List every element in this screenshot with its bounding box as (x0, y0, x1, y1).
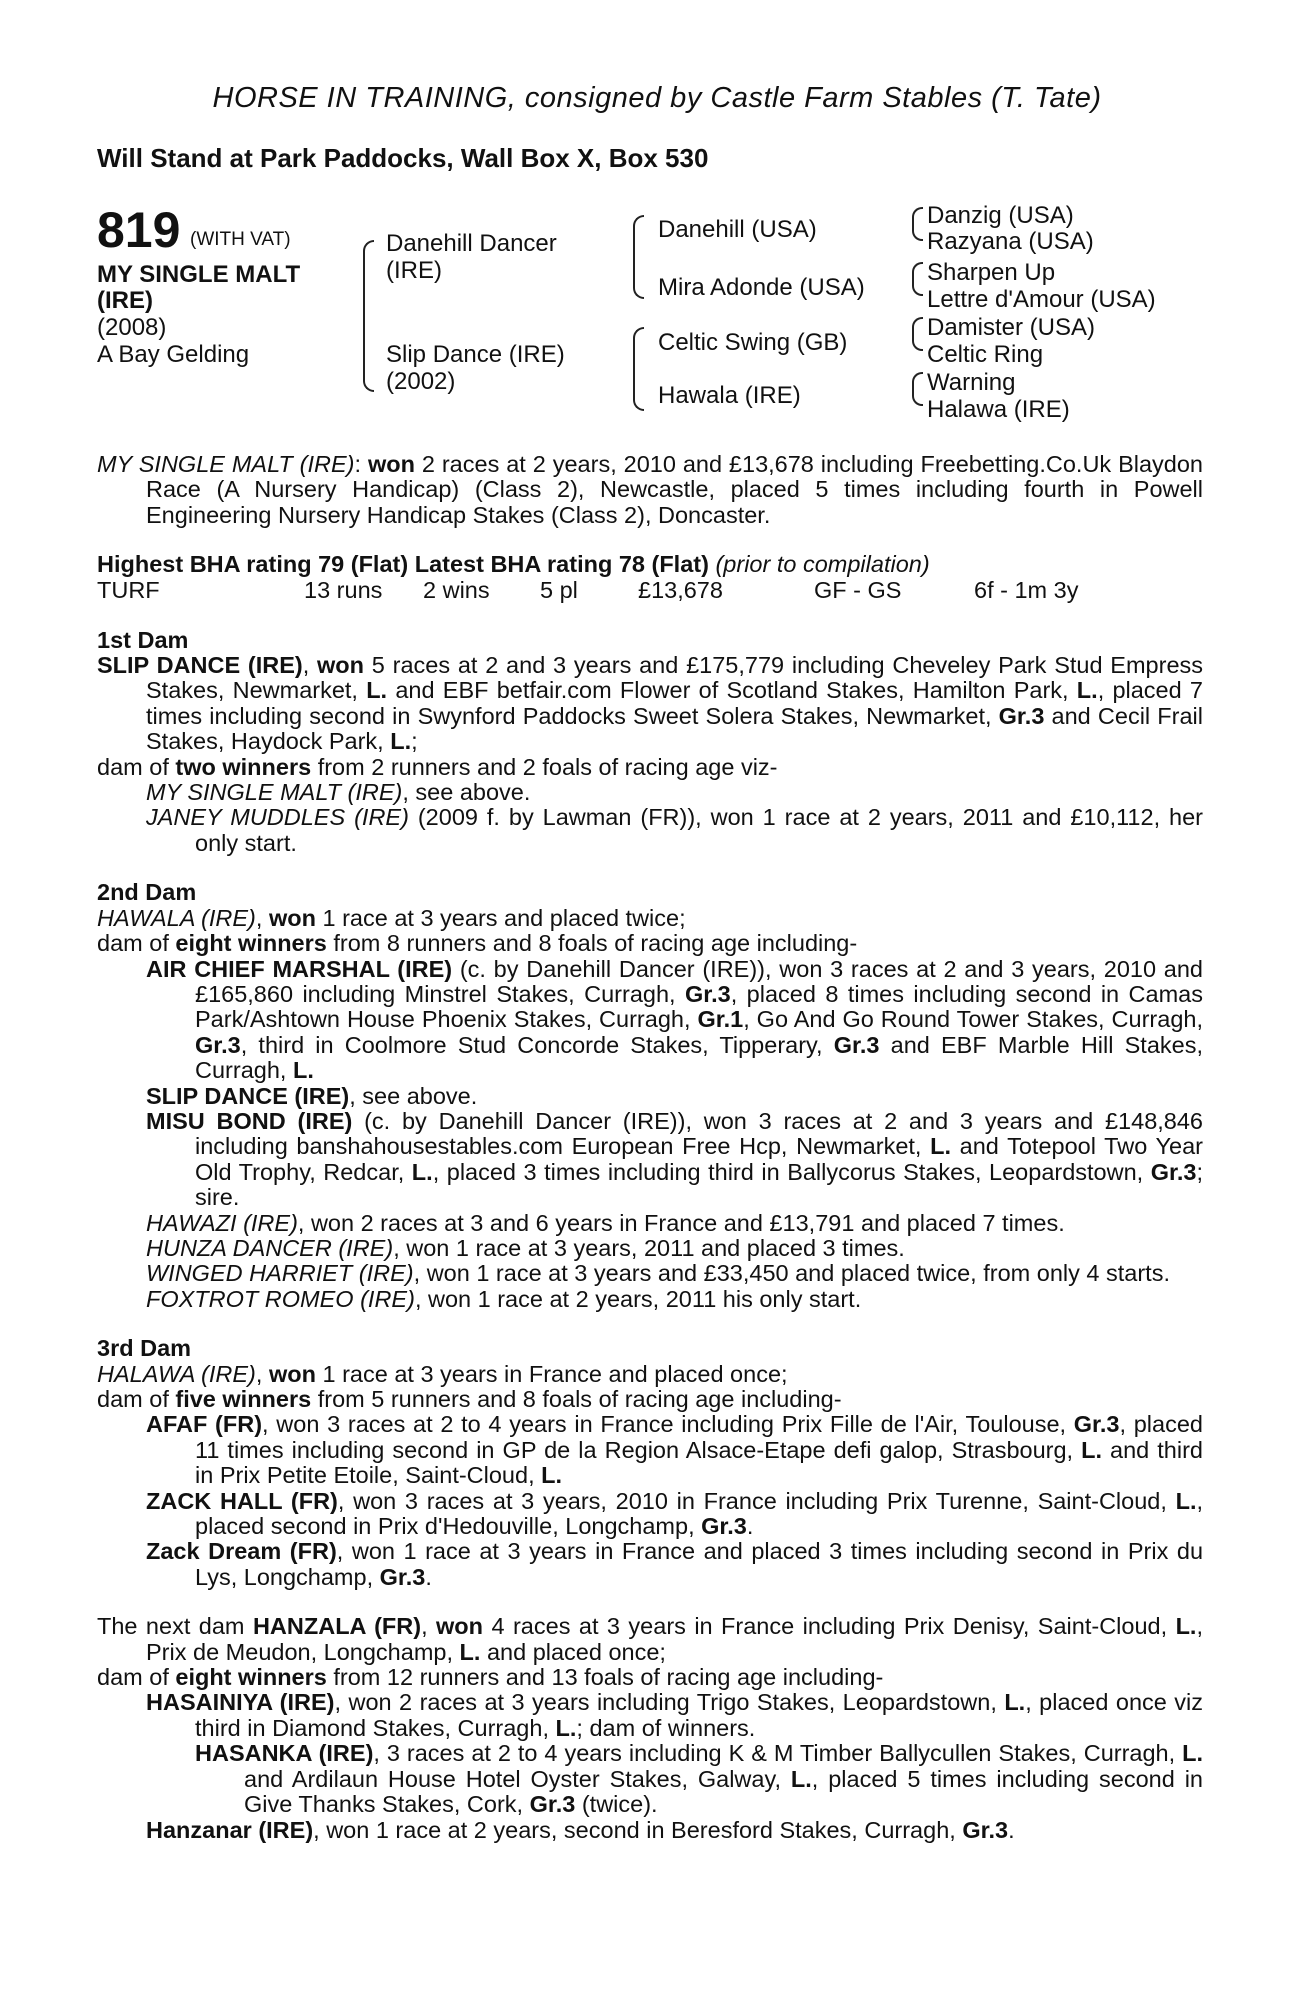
ped-ddd: Halawa (IRE) (927, 396, 1070, 423)
pedigree-brace-dd (912, 372, 923, 406)
offspring-entry: ZACK HALL (FR), won 3 races at 3 years, 2010 in France including Prix Turenne, Saint-Cloud, L., placed second in Prix d'Hedouville, Longchamp, Gr.3. (146, 1487, 1204, 1540)
turf-record: TURF 13 runs 2 wins 5 pl £13,678 GF - GS 6f - 1m 3y (97, 576, 1079, 603)
page-header: HORSE IN TRAINING, consigned by Castle Farm Stables (T. Tate) (212, 82, 1102, 114)
offspring-entry: AFAF (FR), won 3 races at 2 to 4 years in France including Prix Fille de l'Air, Toulouse, Gr.3, placed 11 times including second in GP de la Region Alsace-Etape defi galop, Strasbourg, L. and third in Prix Petite Etoile, Saint-Cloud, L. (146, 1411, 1203, 1489)
stand-location: Will Stand at Park Paddocks, Wall Box X, Box 530 (97, 143, 709, 173)
offspring-entry: FOXTROT ROMEO (IRE), won 1 race at 2 years, 2011 his only start. (146, 1285, 862, 1312)
ped-sss: Danzig (USA) (927, 202, 1074, 229)
pedigree-brace-sd (912, 262, 923, 296)
bha-rating: Highest BHA rating 79 (Flat) Latest BHA rating 78 (Flat) (prior to compilation) (97, 551, 930, 578)
sire-dam: Mira Adonde (USA) (658, 274, 865, 301)
sire-sire: Danehill (USA) (658, 216, 817, 243)
offspring-entry: HAWAZI (IRE), won 2 races at 3 and 6 years in France and £13,791 and placed 7 times. (146, 1209, 1065, 1236)
offspring-entry: HASAINIYA (IRE), won 2 races at 3 years including Trigo Stakes, Leopardstown, L., placed once viz third in Diamond Stakes, Curragh, L.; dam of winners. (146, 1689, 1204, 1741)
first-dam-heading: 1st Dam (97, 626, 189, 653)
first-dam-produce: dam of two winners from 2 runners and 2 foals of racing age viz- (97, 753, 778, 780)
second-dam-produce: dam of eight winners from 8 runners and 8 foals of racing age including- (97, 930, 858, 957)
next-dam-record: The next dam HANZALA (FR), won 4 races at 3 years in France including Prix Denisy, Saint-Cloud, L., Prix de Meudon, Longchamp, L. and placed once; (97, 1613, 1203, 1665)
third-dam-heading: 3rd Dam (97, 1335, 192, 1362)
offspring-entry: SLIP DANCE (IRE), see above. (146, 1082, 478, 1109)
dam-sire: Celtic Swing (GB) (658, 329, 848, 356)
offspring-entry: Zack Dream (FR), won 1 race at 3 years in France and placed 3 times including second in Prix du Lys, Longchamp, Gr.3. (146, 1538, 1204, 1590)
offspring-entry: Hanzanar (IRE), won 1 race at 2 years, second in Beresford Stakes, Curragh, Gr.3. (146, 1816, 1015, 1843)
ped-sdd: Lettre d'Amour (USA) (927, 286, 1156, 313)
ped-sds: Sharpen Up (927, 259, 1056, 286)
horse-name-suffix: (IRE) (97, 287, 153, 314)
horse-name: MY SINGLE MALT (97, 261, 301, 288)
ped-ssd: Razyana (USA) (927, 228, 1094, 255)
second-dam-heading: 2nd Dam (97, 879, 197, 906)
ped-dsd: Celtic Ring (927, 341, 1044, 368)
pedigree-brace-dam (633, 327, 644, 411)
third-dam-record: HALAWA (IRE), won 1 race at 3 years in France and placed once; (97, 1360, 788, 1387)
vat-note: (WITH VAT) (190, 229, 291, 250)
pedigree-brace-main (363, 240, 374, 392)
foal-year: (2008) (97, 314, 167, 341)
sire-origin: (IRE) (386, 257, 442, 284)
second-dam-record: HAWALA (IRE), won 1 race at 3 years and placed twice; (97, 904, 686, 931)
horse-description: A Bay Gelding (97, 341, 250, 368)
dam-year: (2002) (386, 368, 456, 395)
pedigree-brace-ss (912, 207, 923, 241)
pedigree-brace-sire (633, 215, 644, 299)
ped-dds: Warning (927, 369, 1016, 396)
offspring-entry: HASANKA (IRE), 3 races at 2 to 4 years including K & M Timber Ballycullen Stakes, Curragh, L. and Ardilaun House Hotel Oyster Stakes, Galway, L., placed 5 times including second in Give Thanks Stakes, Cork, Gr.3 (twice). (195, 1740, 1203, 1818)
offspring-entry: WINGED HARRIET (IRE), won 1 race at 3 years and £33,450 and placed twice, from only 4 starts. (146, 1260, 1170, 1287)
first-dam-record: SLIP DANCE (IRE), won 5 races at 2 and 3 years and £175,779 including Cheveley Park Stud Empress Stakes, Newmarket, L. and EBF betfair.com Flower of Scotland Stakes, Hamilton Park, L., placed 7 times including second in Swynford Paddocks Sweet Solera Stakes, Newmarket, Gr.3 and Cecil Frail Stakes, Haydock Park, L.; (97, 652, 1204, 755)
sire-name: Danehill Dancer (386, 230, 557, 257)
offspring-entry: JANEY MUDDLES (IRE) (2009 f. by Lawman (FR)), won 1 race at 2 years, 2011 and £10,112, her only start. (146, 804, 1203, 856)
offspring-entry: MY SINGLE MALT (IRE), see above. (146, 779, 531, 806)
offspring-entry: MISU BOND (IRE) (c. by Danehill Dancer (IRE)), won 3 races at 2 and 3 years and £148,846 including banshahousestables.com European Free Hcp, Newmarket, L. and Totepool Two Year Old Trophy, Redcar, L., placed 3 times including third in Ballycorus Stakes, Leopardstown, Gr.3; sire. (146, 1107, 1203, 1211)
pedigree-brace-ds (912, 317, 923, 351)
dam-name: Slip Dance (IRE) (386, 341, 565, 368)
catalogue-body (97, 452, 1203, 1843)
next-dam-produce: dam of eight winners from 12 runners and 13 foals of racing age including- (97, 1664, 884, 1691)
offspring-entry: HUNZA DANCER (IRE), won 1 race at 3 years, 2011 and placed 3 times. (146, 1234, 905, 1261)
racing-summary: MY SINGLE MALT (IRE): won 2 races at 2 years, 2010 and £13,678 including Freebetting.Co.Uk Blaydon Race (A Nursery Handicap) (Class 2), Newcastle, placed 5 times including fourth in Powell Engineering Nursery Handicap Stakes (Class 2), Doncaster. (97, 451, 1203, 528)
ped-dss: Damister (USA) (927, 314, 1096, 341)
dam-dam: Hawala (IRE) (658, 382, 801, 409)
third-dam-produce: dam of five winners from 5 runners and 8 foals of racing age including- (97, 1386, 842, 1412)
offspring-entry: AIR CHIEF MARSHAL (IRE) (c. by Danehill Dancer (IRE)), won 3 races at 2 and 3 years, 2010 and £165,860 including Minstrel Stakes, Curragh, Gr.3, placed 8 times including second in Camas Park/Ashtown House Phoenix Stakes, Curragh, Gr.1, Go And Go Round Tower Stakes, Curragh, Gr.3, third in Coolmore Stud Concorde Stakes, Tipperary, Gr.3 and EBF Marble Hill Stakes, Curragh, L. (146, 955, 1203, 1084)
lot-number: 819 (97, 202, 181, 258)
